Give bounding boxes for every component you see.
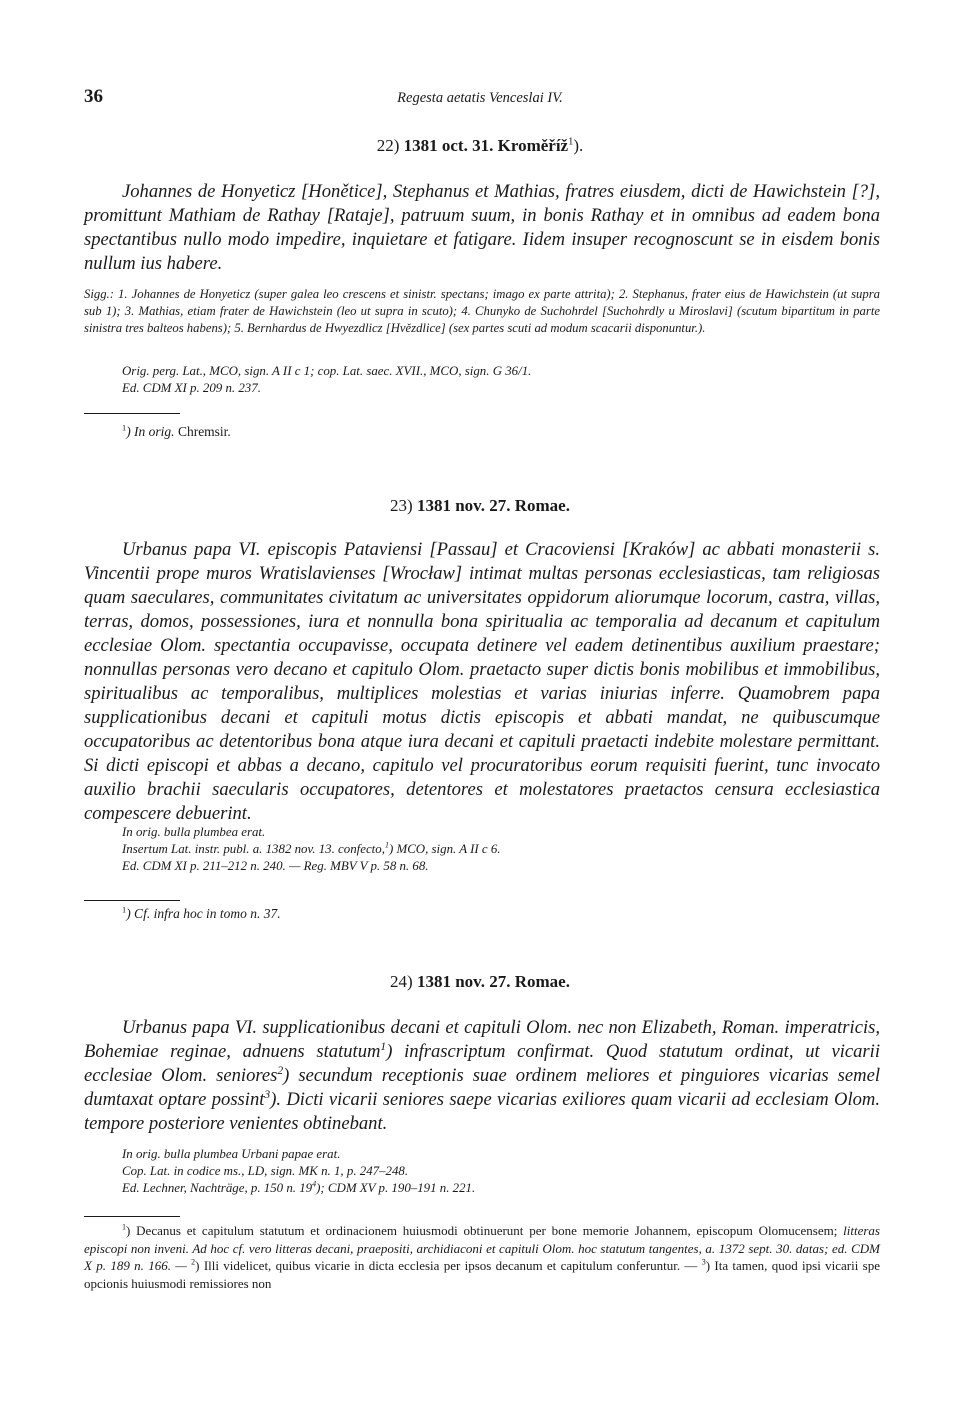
entry-22-regest: Johannes de Honyeticz [Honětice], Stephanus et Mathias, fratres eiusdem, dicti de Hawichstein [?], promittunt Mathiam de Rathay [Rataje], patruum suum, in bonis Rathay et in omnibus ad eadem bona spectantibus nullo modo impedire, inquietare et fatigare. Iidem insuper recognoscunt se in eisdem bonis nullum ius habere. <box>84 181 880 274</box>
entry-23-number: 23) <box>390 496 413 515</box>
entry-23-date: 1381 nov. 27. <box>416 496 511 515</box>
entry-22-heading <box>0 136 960 156</box>
entry-23-sources <box>122 824 882 875</box>
entry-22-place: Kroměříž <box>497 136 569 155</box>
entry-23-source-orig: In orig. bulla plumbea erat. <box>122 825 266 839</box>
entry-22-sources <box>122 363 882 397</box>
entry-24-regest: Urbanus papa VI. supplicationibus decani et capituli Olom. nec non Elizabeth, Roman. imperatricis, Bohemiae reginae, adnuens statutum$^1$) infrascriptum confirmat. Quod statutum ordinat, ut vicarii ecclesiae Olom. seniores$^2$) secundum receptionis suae ordinem meliores et pinguiores vicarias semel dumtaxat optare possint$^3$). Dicti vicarii seniores saepe vicarias exiliores quam vicarii ad ecclesiam Olom. tempore posteriore venientes obtinebant. <box>84 1017 880 1134</box>
footnote-rule <box>84 413 180 414</box>
footnote-italic: ) Cf. infra hoc in tomo n. 37. <box>126 906 281 921</box>
entry-24-footnotes: $^1$) Decanus et capitulum statutum et ordinacionem huiusmodi obtinuerunt per bone memorie Johannem, episcopum Olomucensem; litteras episcopi non inveni. Ad hoc cf. vero litteras decani, praepositi, archidiaconi et capituli Olom. hoc statutum tangentes, a. 1372 sept. 30. datas; ed. CDM X p. 189 n. 166. — $^2$) Illi videlicet, quibus vicarie in dicta ecclesia per ipsos decanum et capitulum conferuntur. — $^3$) Ita tamen, quod ipsi vicarii spe opcionis huiusmodi remissiores non <box>84 1222 881 1291</box>
entry-22-number: 22) <box>376 136 400 155</box>
running-title: Regesta aetatis Venceslai IV. <box>397 90 563 106</box>
entry-24-source-ed: Ed. Lechner, Nachträge, p. 150 n. $19^4$); CDM XV p. 190–191 n. 221. <box>122 1179 476 1195</box>
entry-24-sources <box>122 1146 882 1197</box>
entry-24-number: 24) <box>390 972 413 991</box>
page-number: 36 <box>84 86 103 107</box>
footnote-italic: ) In orig. <box>126 424 175 439</box>
entry-24-date: 1381 nov. 27. <box>416 972 511 991</box>
entry-23-footnote <box>122 906 281 922</box>
entry-22-source-orig: Orig. perg. Lat., MCO, sign. A II c 1; cop. Lat. saec. XVII., MCO, sign. G 36/1. <box>122 364 532 378</box>
entry-23-source-ed: Ed. CDM XI p. 211–212 n. 240. — Reg. MBV V p. 58 n. 68. <box>122 859 429 873</box>
entry-24-place: Romae. <box>514 972 570 991</box>
entry-24-source-cop: Cop. Lat. in codice ms., LD, sign. MK n. 1, p. 247–248. <box>122 1164 409 1178</box>
entry-22-seals: Sigg.: 1. Johannes de Honyeticz (super galea leo crescens et sinistr. spectans; imago ex parte attrita); 2. Stephanus, frater eius de Hawichstein (ut supra sub 1); 3. Mathias, etiam frater de Hawichstein (leo ut supra in scuto); 4. Chunyko de Suchohrdel [Suchohrdly u Miroslavi] (scutum bipartitum in parte sinistra tres balteos habens); 5. Bernhardus de Hwyezdlicz [Hvězdlice] (sex partes scuti ad modum scacarii disponuntur.). <box>84 287 880 335</box>
footnote-marker: 1 <box>122 423 127 433</box>
entry-24-source-orig: In orig. bulla plumbea Urbani papae erat. <box>122 1147 341 1161</box>
footnote-rule <box>84 900 180 901</box>
entry-23-place: Romae. <box>514 496 570 515</box>
entry-22-date: 1381 oct. 31. <box>403 136 494 155</box>
entry-22-footnote <box>122 424 231 440</box>
entry-23-heading <box>0 496 960 516</box>
entry-24-heading <box>0 972 960 992</box>
entry-23-source-insert: Insertum Lat. instr. publ. a. 1382 nov. 13. confecto,$^1$) MCO, sign. A II c 6. <box>122 840 501 856</box>
footnote-plain: Chremsir. <box>174 424 231 439</box>
entry-22-place-end: ). <box>573 136 584 155</box>
entry-23-regest: Urbanus papa VI. episcopis Pataviensi [Passau] et Cracoviensi [Kraków] ac abbati monasterii s. Vincentii prope muros Wratislavienses [Wrocław] intimat multas personas ecclesiasticas, tam religiosas quam saeculares, communitates civitatum ac universitates oppidorum aliorumque locorum, castra, villas, terras, domos, possessiones, iura et nonnulla bona spiritualia ac temporalia ad decanum et capitulum ecclesiae Olom. spectantia occupavisse, occupata detinere vel eadem detinentibus auxilium praestare; nonnullas personas vero decano et capitulo Olom. praetacto super dictis bonis mobilibus et immobilibus, spiritualibus ac temporalibus, multiplices molestias et varias iniurias inferre. Quamobrem papa supplicationibus decani et capituli motus dictis episcopis et abbati mandat, ne quibuscumque occupatoribus ac detentoribus bona atque iura decani et capituli praetacti indebite molestare permittant. Si dicti episcopi et abbas a decano, capitulo vel procuratoribus eorum requisiti fuerint, tunc invocato auxilio brachii saecularis occupatores, detentores et molestatores praetactos censura ecclesiastica compescere debuerint. <box>84 539 880 824</box>
entry-22-place-note: 1 <box>568 136 574 148</box>
footnote-marker: 1 <box>122 905 127 915</box>
entry-22-source-ed: Ed. CDM XI p. 209 n. 237. <box>122 381 261 395</box>
footnote-rule <box>84 1216 180 1217</box>
